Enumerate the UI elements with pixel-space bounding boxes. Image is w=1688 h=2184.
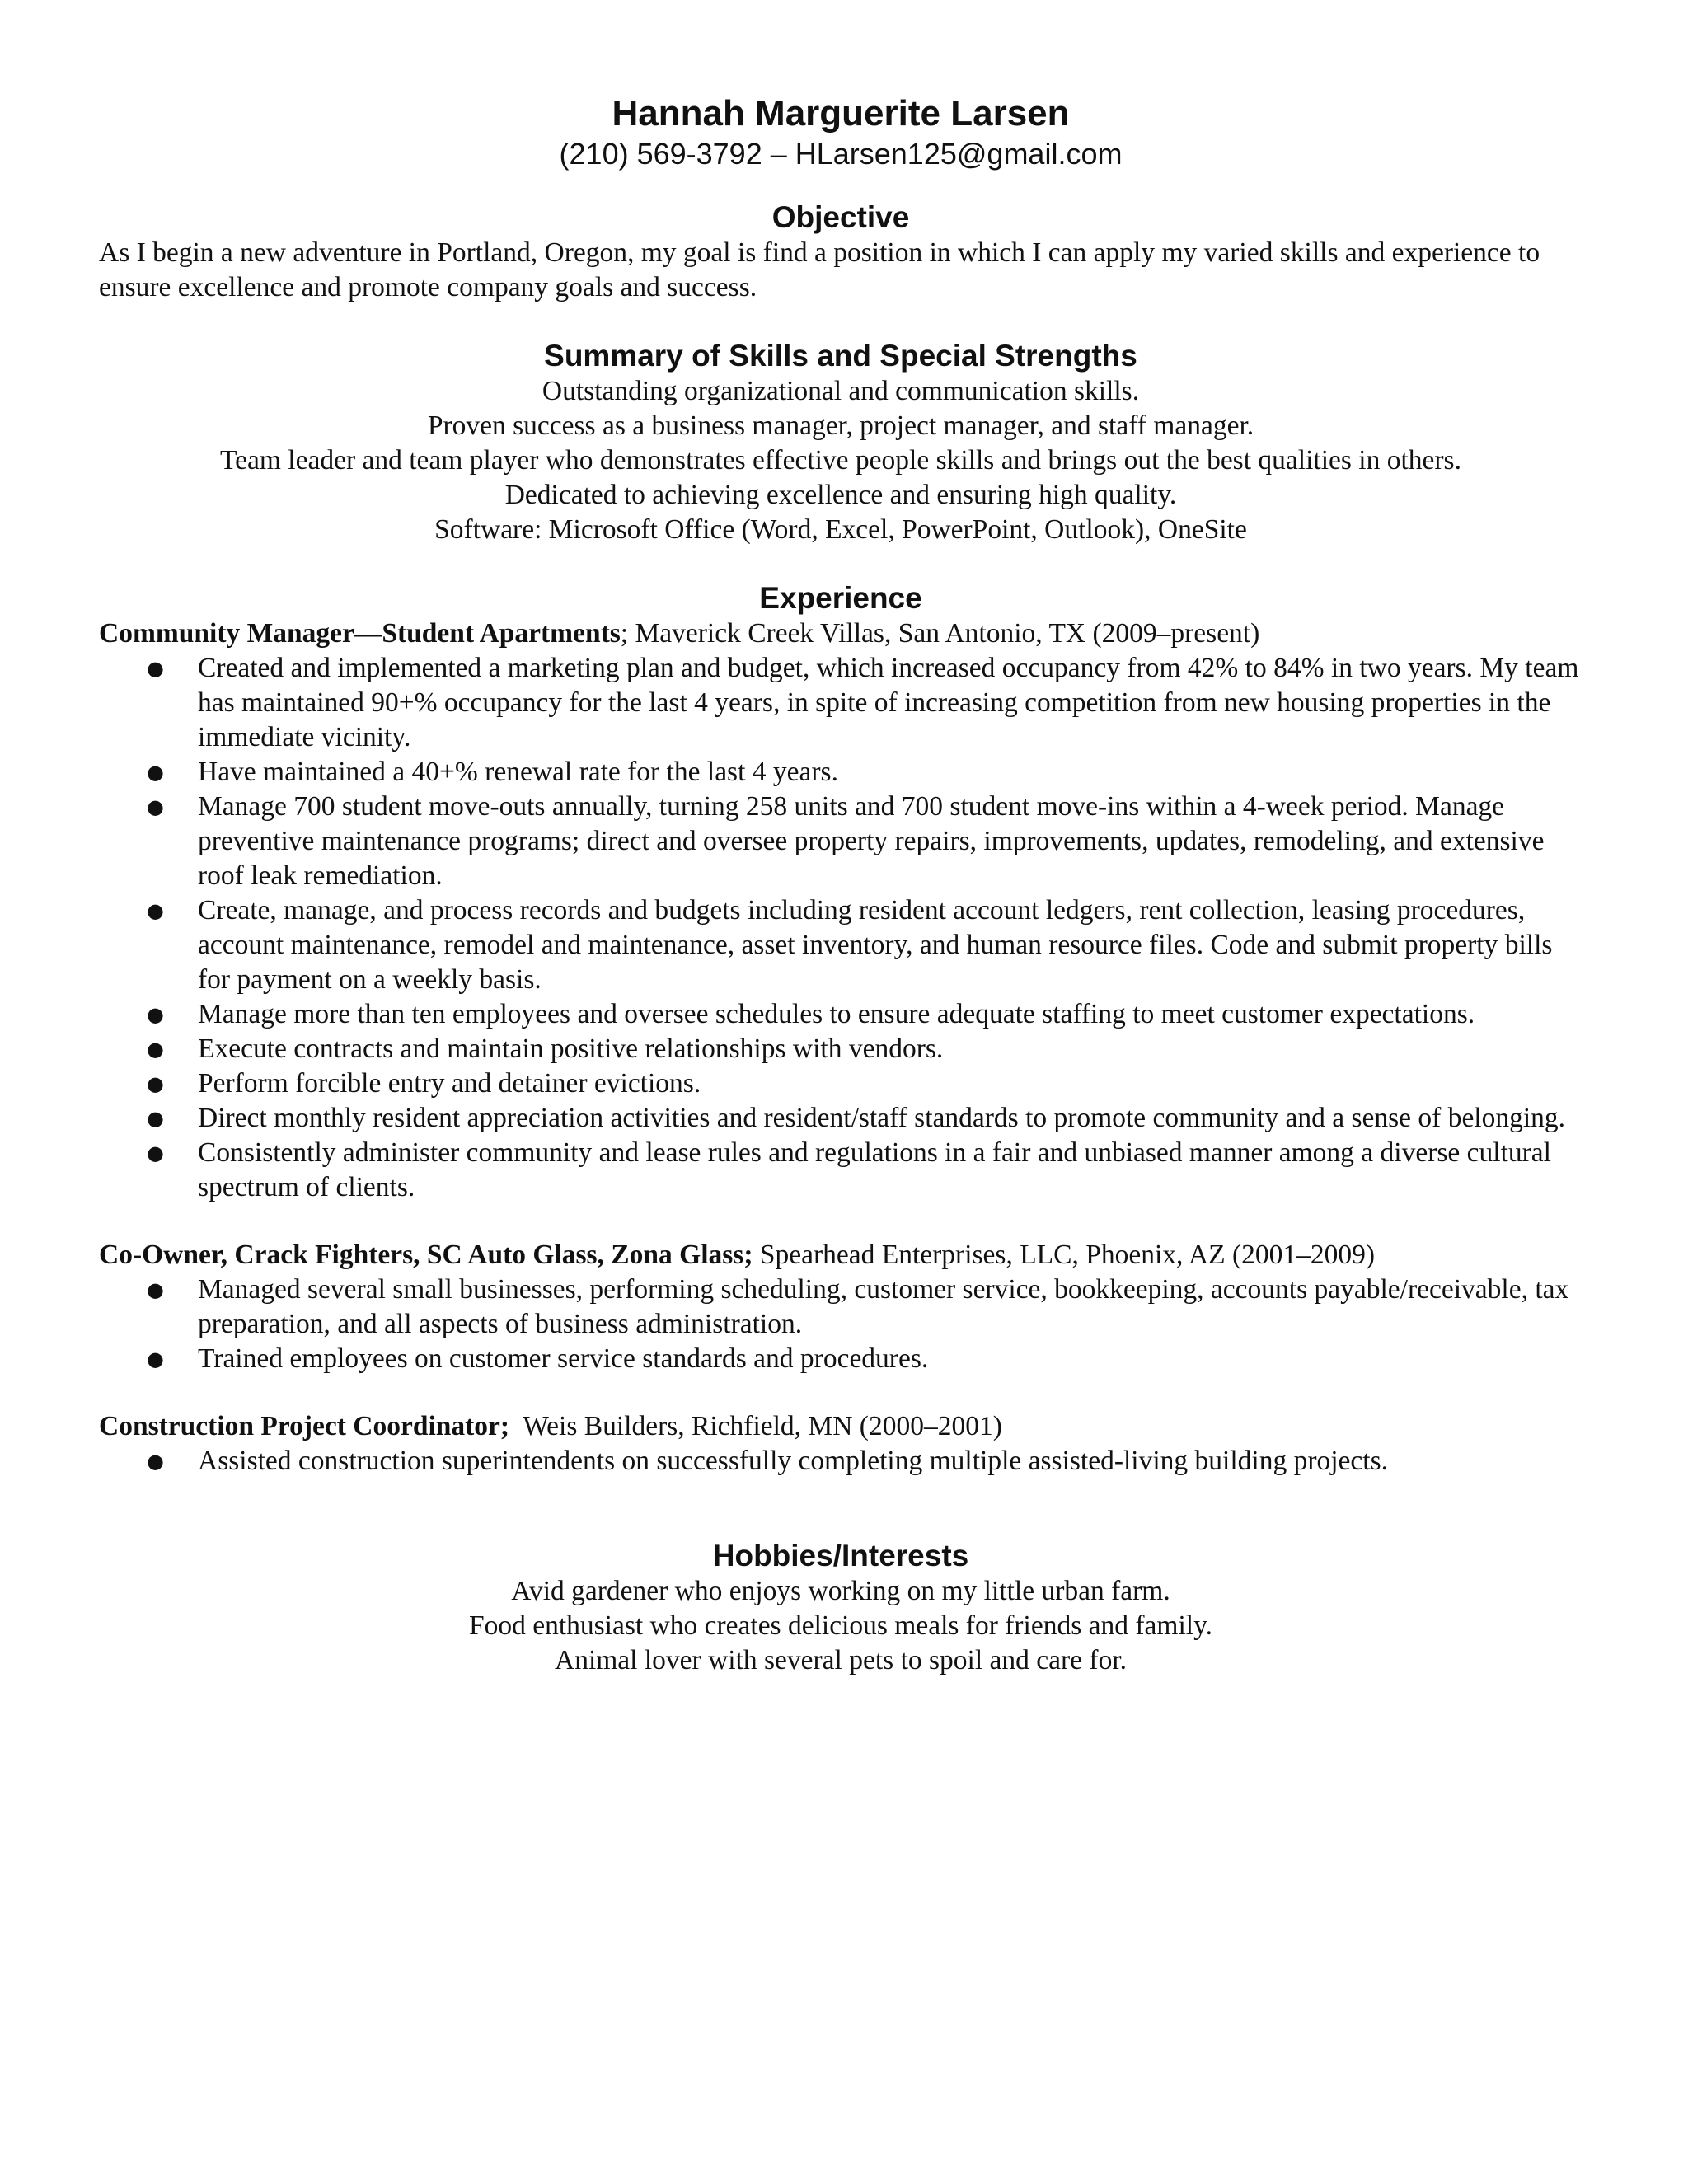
skill-item: Software: Microsoft Office (Word, Excel, PowerPoint, Outlook), OneSite — [434, 514, 1247, 545]
list-item — [147, 893, 1582, 997]
job-role: Community Manager—Student Apartments — [99, 618, 621, 649]
experience-title: Experience — [759, 581, 922, 615]
list-item — [147, 1032, 1582, 1066]
bullet-text: Direct monthly resident appreciation activities and resident/staff standards to promote community and a sense of belonging. — [198, 1103, 1566, 1133]
bullet-text: Execute contracts and maintain positive relationships with vendors. — [198, 1033, 944, 1064]
job-employer: Weis Builders, Richfield, MN (2000–2001) — [509, 1411, 1002, 1441]
bullet-text: Create, manage, and process records and budgets including resident account ledgers, rent collection, leasing procedures, account maintenance, remodel and maintenance, asset inventory, and human resource files. Code and submit property bills for payment on a weekly basis. — [198, 895, 1553, 995]
job-employer: Spearhead Enterprises, LLC, Phoenix, AZ (2001–2009) — [753, 1240, 1376, 1270]
skill-item: Dedicated to achieving excellence and ensuring high quality. — [504, 480, 1177, 510]
bullet-icon: ● — [147, 1072, 164, 1095]
list-item — [147, 1444, 1582, 1479]
job-heading — [99, 616, 1582, 651]
bullet-text: Consistently administer community and lease rules and regulations in a fair and unbiased manner among a diverse cultural spectrum of clients. — [198, 1137, 1551, 1202]
bullet-text: Manage 700 student move-outs annually, turning 258 units and 700 student move-ins within a 4-week period. Manage preventive maintenance programs; direct and oversee property repairs, improvements, updates, remodeling, and extensive roof leak remediation. — [198, 791, 1545, 891]
bullet-text: Perform forcible entry and detainer evictions. — [198, 1068, 701, 1099]
job-heading — [99, 1409, 1582, 1444]
skill-item: Team leader and team player who demonstrates effective people skills and brings out the best qualities in others. — [220, 445, 1461, 476]
skills-list — [99, 374, 1582, 547]
bullet-icon: ● — [147, 1278, 164, 1301]
bullet-text: Trained employees on customer service standards and procedures. — [198, 1343, 929, 1374]
bullet-text: Manage more than ten employees and oversee schedules to ensure adequate staffing to meet customer expectations. — [198, 999, 1475, 1029]
job-bullets — [99, 1272, 1582, 1376]
skill-item: Outstanding organizational and communication skills. — [542, 376, 1140, 406]
list-item — [147, 997, 1582, 1032]
list-item — [147, 1136, 1582, 1205]
list-item — [147, 1272, 1582, 1342]
objective-text: As I begin a new adventure in Portland, Oregon, my goal is find a position in which I can apply my varied skills and experience to ensure excellence and promote company goals and success. — [99, 237, 1540, 302]
job-bullets — [99, 651, 1582, 1205]
hobbies-list — [99, 1574, 1582, 1678]
skill-item: Proven success as a business manager, project manager, and staff manager. — [427, 410, 1254, 441]
hobbies-title: Hobbies/Interests — [712, 1539, 969, 1572]
job-entry — [99, 616, 1582, 1205]
job-bullets — [99, 1444, 1582, 1479]
candidate-name: Hannah Marguerite Larsen — [612, 93, 1070, 134]
list-item — [147, 755, 1582, 790]
job-employer: ; Maverick Creek Villas, San Antonio, TX (2009–present) — [620, 618, 1260, 649]
bullet-text: Assisted construction superintendents on successfully completing multiple assisted-living building projects. — [198, 1446, 1389, 1476]
bullet-text: Managed several small businesses, performing scheduling, customer service, bookkeeping, accounts payable/receivable, tax preparation, and all aspects of business administration. — [198, 1274, 1569, 1339]
bullet-icon: ● — [147, 899, 164, 922]
bullet-icon: ● — [147, 1003, 164, 1026]
list-item — [147, 1342, 1582, 1376]
bullet-icon: ● — [147, 795, 164, 818]
hobby-item: Animal lover with several pets to spoil and care for. — [555, 1645, 1127, 1675]
list-item — [147, 651, 1582, 755]
job-role: Co-Owner, Crack Fighters, SC Auto Glass, Zona Glass; — [99, 1240, 753, 1270]
hobby-item: Avid gardener who enjoys working on my little urban farm. — [511, 1576, 1170, 1606]
list-item — [147, 790, 1582, 893]
job-entry — [99, 1409, 1582, 1479]
list-item — [147, 1101, 1582, 1136]
job-entry — [99, 1238, 1582, 1376]
bullet-text: Created and implemented a marketing plan and budget, which increased occupancy from 42% to 84% in two years. My team has maintained 90+% occupancy for the last 4 years, in spite of increasing competition from new housing properties in the immediate vicinity. — [198, 653, 1579, 752]
bullet-icon: ● — [147, 657, 164, 680]
skills-title: Summary of Skills and Special Strengths — [544, 339, 1137, 373]
list-item — [147, 1066, 1582, 1101]
bullet-text: Have maintained a 40+% renewal rate for the last 4 years. — [198, 757, 838, 787]
job-role: Construction Project Coordinator; — [99, 1411, 510, 1441]
bullet-icon: ● — [147, 1038, 164, 1061]
job-heading — [99, 1238, 1582, 1272]
contact-line: (210) 569-3792 – HLarsen125@gmail.com — [559, 137, 1123, 171]
bullet-icon: ● — [147, 1347, 164, 1371]
hobby-item: Food enthusiast who creates delicious meals for friends and family. — [468, 1610, 1213, 1641]
bullet-icon: ● — [147, 1450, 164, 1473]
bullet-icon: ● — [147, 1141, 164, 1165]
bullet-icon: ● — [147, 1107, 164, 1130]
bullet-icon: ● — [147, 761, 164, 784]
objective-title: Objective — [771, 200, 910, 234]
